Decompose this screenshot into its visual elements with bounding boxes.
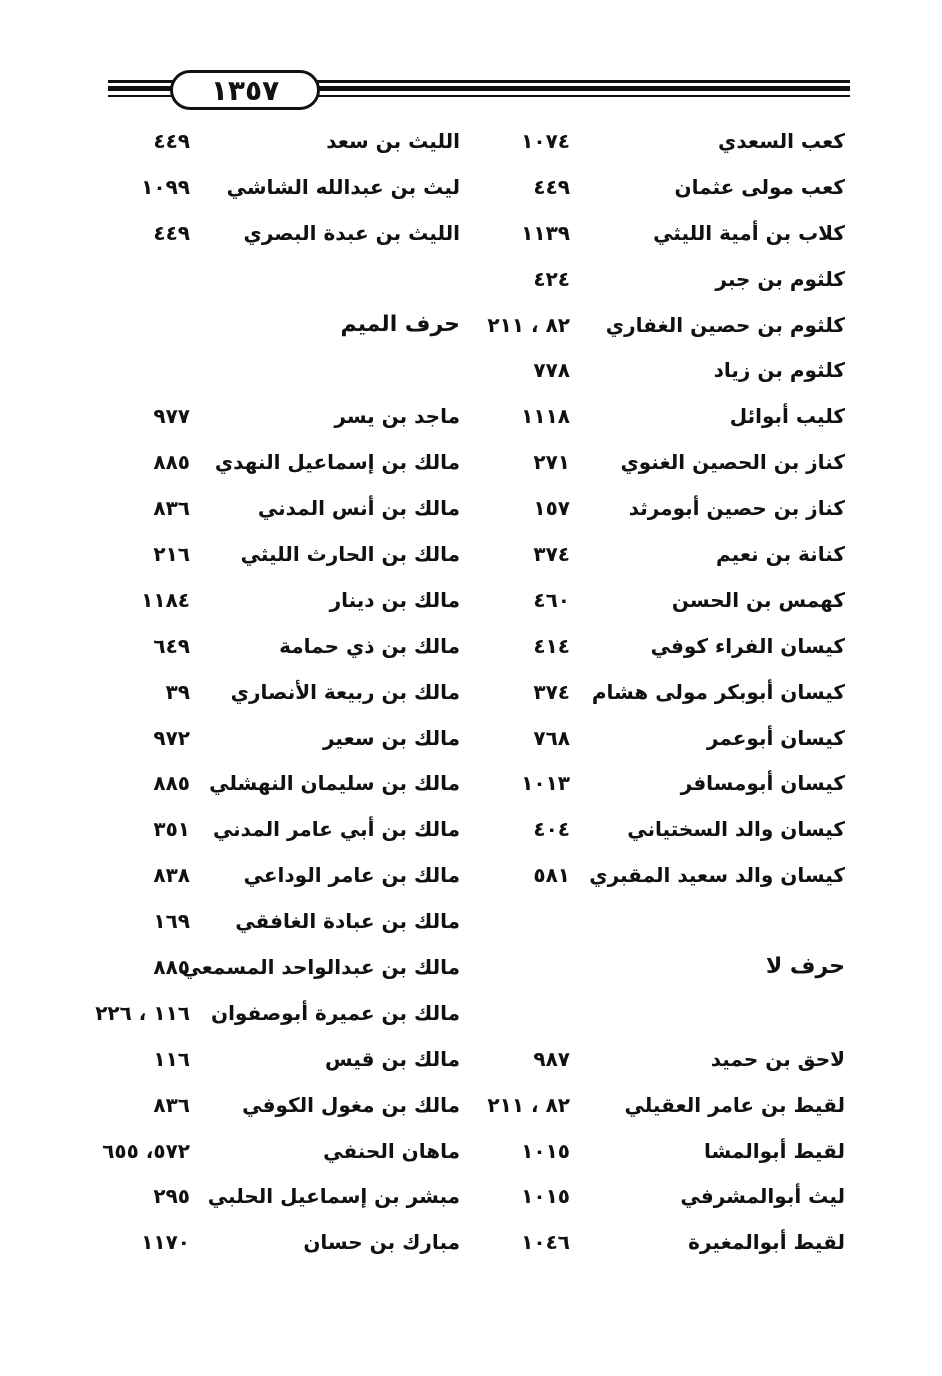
- entry-name: لقيط أبوالمغيرة: [688, 1230, 845, 1255]
- entry-pages: ٦٤٩: [153, 633, 190, 658]
- index-entry-name: [200, 164, 460, 210]
- index-entry-name: [589, 852, 845, 898]
- index-entry-name: [200, 852, 460, 898]
- entry-name: لاحق بن حميد: [710, 1046, 845, 1071]
- index-entry-pages: [60, 485, 190, 531]
- index-entry-name: [600, 898, 845, 944]
- index-entry-pages: [470, 577, 570, 623]
- index-entry-pages: [470, 164, 570, 210]
- index-entry-name: [600, 806, 845, 852]
- entry-pages: ١٠١٥: [521, 1138, 570, 1163]
- index-entry-name: [200, 118, 460, 164]
- entry-pages: ٩٨٧: [533, 1046, 570, 1071]
- entry-name: مالك بن ربيعة الأنصاري: [230, 679, 460, 704]
- section-heading: حرف الميم: [340, 312, 460, 337]
- index-entry-pages: [470, 1219, 570, 1265]
- entry-name: الليث بن سعد: [326, 128, 460, 153]
- index-entry-pages: [60, 990, 190, 1036]
- index-entry-name: [200, 623, 460, 669]
- index-entry-pages: [60, 715, 190, 761]
- index-entry-pages: [60, 577, 190, 623]
- entry-name: كليب أبوائل: [729, 404, 845, 429]
- entry-pages: ٨٨٥: [153, 450, 190, 475]
- entry-pages: ٨٣٨: [153, 863, 190, 888]
- index-entry-pages: [60, 669, 190, 715]
- right-column-pages: [470, 118, 570, 1265]
- entry-name: ليث بن عبدالله الشاشي: [226, 174, 460, 199]
- index-entry-pages: [470, 118, 570, 164]
- entry-pages: ١٠١٣: [521, 771, 570, 796]
- index-entry-name: [600, 990, 845, 1036]
- entry-pages: ٩٧٧: [153, 404, 190, 429]
- index-entry-name: [600, 210, 845, 256]
- entry-name: كهمس بن الحسن: [671, 587, 845, 612]
- entry-pages: ١٠٧٤: [521, 128, 570, 153]
- index-entry-pages: [470, 1082, 570, 1128]
- entry-name: كيسان الفراء كوفي: [650, 633, 845, 658]
- index-entry-name: [200, 1219, 460, 1265]
- entry-name: كيسان أبوبكر مولى هشام: [591, 679, 845, 704]
- index-entry-name: [200, 806, 460, 852]
- right-column-names: [589, 118, 845, 1265]
- index-entry-pages: [60, 256, 190, 302]
- index-entry-pages: [470, 1128, 570, 1174]
- index-entry-name: [600, 623, 845, 669]
- section-heading: حرف لا: [765, 954, 845, 980]
- index-entry-name: [600, 577, 845, 623]
- entry-name: مبارك بن حسان: [303, 1230, 460, 1255]
- index-entry-name: [181, 944, 460, 990]
- entry-pages: ٨٨٥: [153, 771, 190, 796]
- index-entry-pages: [60, 1036, 190, 1082]
- entry-pages: ٥٧٢، ٦٥٥: [102, 1138, 190, 1163]
- index-entry-pages: [60, 1219, 190, 1265]
- entry-name: مبشر بن إسماعيل الحلبي: [207, 1184, 460, 1209]
- entry-name: مالك بن سليمان النهشلي: [209, 771, 460, 796]
- index-entry-name: [200, 531, 460, 577]
- entry-name: كعب مولى عثمان: [674, 174, 845, 199]
- entry-name: مالك بن سعير: [322, 725, 460, 750]
- entry-pages: ١٥٧: [533, 496, 570, 521]
- index-entry-name: [200, 302, 460, 348]
- index-entry-pages: [470, 1036, 570, 1082]
- entry-pages: ١٠٤٦: [521, 1230, 570, 1255]
- index-entry-pages: [470, 210, 570, 256]
- index-entry-name: [600, 1219, 845, 1265]
- index-entry-name: [200, 1082, 460, 1128]
- entry-pages: ٣٥١: [153, 817, 190, 842]
- index-entry-pages: [470, 715, 570, 761]
- index-entry-pages: [470, 1173, 570, 1219]
- entry-name: لقيط أبوالمشا: [704, 1138, 845, 1163]
- entry-name: مالك بن أنس المدني: [257, 496, 460, 521]
- entry-pages: ٤٢٤: [533, 266, 570, 291]
- index-entry-name: [600, 760, 845, 806]
- entry-pages: ٥٨١: [533, 863, 570, 888]
- index-entry-name: [600, 944, 845, 990]
- index-entry-pages: [60, 898, 190, 944]
- index-entry-name: [200, 393, 460, 439]
- index-entry-name: [200, 715, 460, 761]
- index-entry-name: [600, 393, 845, 439]
- index-entry-name: [600, 439, 845, 485]
- index-entry-pages: [60, 1173, 190, 1219]
- entry-pages: ١١٦: [153, 1046, 190, 1071]
- index-entry-name: [200, 1036, 460, 1082]
- index-entry-pages: [470, 944, 570, 990]
- entry-name: كناز بن الحصين الغنوي: [620, 450, 845, 475]
- entry-pages: ١٠١٥: [521, 1184, 570, 1209]
- index-entry-name: [600, 1173, 845, 1219]
- index-entry-pages: [470, 485, 570, 531]
- index-entry-name: [600, 1128, 845, 1174]
- index-entry-name: [200, 1173, 460, 1219]
- entry-pages: ١١٨٤: [141, 587, 190, 612]
- left-column-pages: [60, 118, 190, 1265]
- index-entry-pages: [60, 531, 190, 577]
- entry-name: كلثوم بن جبر: [715, 266, 845, 291]
- index-entry-pages: [60, 118, 190, 164]
- index-entry-name: [200, 898, 460, 944]
- index-entry-pages: [60, 393, 190, 439]
- index-entry-name: [200, 1128, 460, 1174]
- entry-name: مالك بن ذي حمامة: [279, 633, 460, 658]
- entry-name: مالك بن إسماعيل النهدي: [214, 450, 460, 475]
- entry-name: لقيط بن عامر العقيلي: [624, 1092, 845, 1117]
- entry-name: مالك بن عبادة الغافقي: [235, 909, 460, 934]
- index-entry-name: [200, 990, 460, 1036]
- index-entry-pages: [60, 623, 190, 669]
- entry-name: كناز بن حصين أبومرثد: [628, 496, 845, 521]
- entry-pages: ٩٧٢: [153, 725, 190, 750]
- index-entry-pages: [470, 531, 570, 577]
- index-entry-name: [200, 347, 460, 393]
- entry-pages: ١١٦ ، ٢٢٦: [95, 1000, 190, 1025]
- index-entry-pages: [60, 347, 190, 393]
- entry-name: كلاب بن أمية الليثي: [653, 220, 845, 245]
- entry-name: مالك بن أبي عامر المدني: [212, 817, 460, 842]
- index-entry-name: [600, 164, 845, 210]
- index-entry-name: [591, 669, 845, 715]
- entry-pages: ٨٣٦: [153, 1092, 190, 1117]
- entry-name: مالك بن عميرة أبوصفوان: [211, 1000, 460, 1025]
- entry-pages: ١١٣٩: [521, 220, 570, 245]
- entry-name: مالك بن الحارث الليثي: [240, 541, 460, 566]
- index-entry-pages: [470, 439, 570, 485]
- index-entry-pages: [470, 256, 570, 302]
- entry-name: كلثوم بن زياد: [713, 358, 845, 383]
- index-entry-pages: [470, 760, 570, 806]
- entry-pages: ٧٦٨: [533, 725, 570, 750]
- entry-pages: ٨٨٥: [153, 954, 190, 979]
- entry-pages: ٨٢ ، ٢١١: [487, 1092, 570, 1117]
- entry-pages: ٢٩٥: [153, 1184, 190, 1209]
- index-entry-name: [600, 256, 845, 302]
- index-entry-name: [600, 485, 845, 531]
- entry-pages: ٤٤٩: [153, 128, 190, 153]
- entry-name: كنانة بن نعيم: [715, 541, 845, 566]
- index-entry-pages: [470, 623, 570, 669]
- index-entry-name: [600, 1036, 845, 1082]
- index-entry-pages: [60, 944, 190, 990]
- entry-pages: ٣٧٤: [533, 541, 570, 566]
- entry-name: كيسان والد السختياني: [627, 817, 845, 842]
- entry-pages: ٤٠٤: [533, 817, 570, 842]
- index-entry-pages: [60, 1128, 190, 1174]
- entry-name: الليث بن عبدة البصري: [243, 220, 460, 245]
- entry-pages: ٢٧١: [533, 450, 570, 475]
- entry-pages: ١١١٨: [521, 404, 570, 429]
- index-entry-pages: [470, 393, 570, 439]
- index-entry-pages: [470, 990, 570, 1036]
- entry-name: مالك بن عبدالواحد المسمعي: [181, 954, 460, 979]
- index-entry-pages: [470, 898, 570, 944]
- index-entry-name: [200, 439, 460, 485]
- index-entry-name: [200, 210, 460, 256]
- index-entry-pages: [60, 302, 190, 348]
- index-entry-name: [600, 118, 845, 164]
- entry-pages: ٤٤٩: [533, 174, 570, 199]
- page-header: [108, 70, 850, 114]
- page-number: ١٣٥٧: [170, 70, 320, 110]
- entry-name: مالك بن قيس: [325, 1046, 460, 1071]
- index-entry-name: [600, 715, 845, 761]
- index-entry-pages: [470, 347, 570, 393]
- index-entry-pages: [60, 439, 190, 485]
- entry-name: كيسان أبوعمر: [706, 725, 845, 750]
- index-entry-name: [200, 760, 460, 806]
- entry-name: ماهان الحنفي: [323, 1138, 460, 1163]
- entry-name: مالك بن دينار: [329, 587, 460, 612]
- index-entry-pages: [60, 1082, 190, 1128]
- entry-pages: ٢١٦: [153, 541, 190, 566]
- entry-pages: ٨٢ ، ٢١١: [487, 312, 570, 337]
- index-entry-pages: [470, 669, 570, 715]
- entry-name: كيسان والد سعيد المقبري: [589, 863, 845, 888]
- index-entry-name: [200, 485, 460, 531]
- index-entry-name: [600, 1082, 845, 1128]
- entry-name: مالك بن مغول الكوفي: [242, 1092, 460, 1117]
- index-entry-pages: [470, 852, 570, 898]
- entry-name: ماجد بن يسر: [334, 404, 460, 429]
- entry-pages: ٧٧٨: [533, 358, 570, 383]
- entry-pages: ١٦٩: [153, 909, 190, 934]
- entry-pages: ٨٣٦: [153, 496, 190, 521]
- entry-pages: ٣٧٤: [533, 679, 570, 704]
- index-entry-name: [600, 531, 845, 577]
- index-entry-pages: [470, 302, 570, 348]
- index-entry-name: [200, 256, 460, 302]
- index-entry-pages: [60, 760, 190, 806]
- entry-name: ليث أبوالمشرفي: [680, 1184, 845, 1209]
- entry-name: كلثوم بن حصين الغفاري: [605, 312, 845, 337]
- entry-pages: ١١٧٠: [141, 1230, 190, 1255]
- index-entry-name: [200, 669, 460, 715]
- entry-pages: ٤٤٩: [153, 220, 190, 245]
- left-column-names: [181, 118, 460, 1265]
- index-entry-pages: [60, 210, 190, 256]
- index-entry-pages: [60, 852, 190, 898]
- entry-name: مالك بن عامر الوداعي: [243, 863, 460, 888]
- entry-pages: ٤١٤: [533, 633, 570, 658]
- entry-pages: ١٠٩٩: [141, 174, 190, 199]
- index-entry-pages: [470, 806, 570, 852]
- index-entry-name: [600, 347, 845, 393]
- index-entry-pages: [60, 164, 190, 210]
- index-entry-name: [600, 302, 845, 348]
- entry-pages: ٣٩: [165, 679, 190, 704]
- entry-pages: ٤٦٠: [533, 587, 570, 612]
- entry-name: كيسان أبومسافر: [680, 771, 845, 796]
- entry-name: كعب السعدي: [718, 128, 845, 153]
- index-entry-name: [200, 577, 460, 623]
- index-entry-pages: [60, 806, 190, 852]
